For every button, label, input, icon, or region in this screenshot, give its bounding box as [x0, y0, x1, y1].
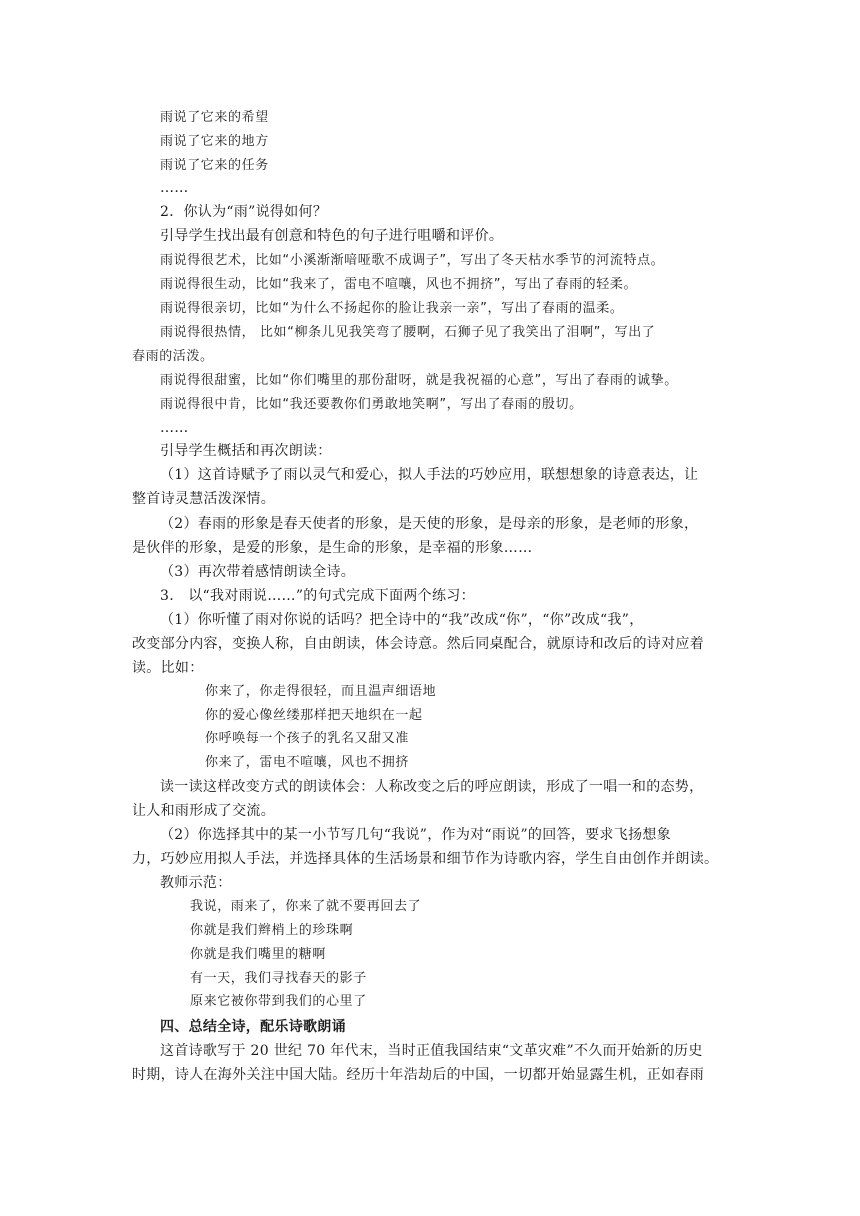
text-line: 你就是我们辫梢上的珍珠啊	[190, 923, 354, 938]
text-line: 让人和雨形成了交流。	[132, 803, 275, 819]
text-line: ……	[160, 420, 189, 436]
text-line: 你来了，雷电不喧嚷，风也不拥挤	[205, 755, 410, 770]
text-line: 雨说了它来的希望	[160, 110, 269, 125]
text-line: 有一天，我们寻找春天的影子	[190, 971, 367, 986]
text-line: 时期，诗人在海外关注中国大陆。经历十年浩劫后的中国，一切都开始显露生机，正如春雨	[132, 1067, 704, 1083]
text-line: 改变部分内容，变换人称，自由朗读，体会诗意。然后同桌配合，就原诗和改后的诗对应着	[132, 636, 704, 652]
text-line: 我说，雨来了，你来了就不要再回去了	[190, 899, 422, 914]
text-line: 力，巧妙应用拟人手法，并选择具体的生活场景和细节作为诗歌内容，学生自由创作并朗读。	[132, 851, 719, 867]
text-line: ……	[160, 180, 189, 196]
text-line: 整首诗灵慧活泼深情。	[132, 491, 275, 507]
text-line: 原来它被你带到我们的心里了	[190, 994, 367, 1009]
text-line: 读一读这样改变方式的朗读体会：人称改变之后的呼应朗读，形成了一唱一和的态势，	[160, 779, 704, 795]
text-line: 教师示范：	[160, 875, 232, 891]
text-line: 雨说得很中肯，比如“我还要教你们勇敢地笑啊”，写出了春雨的殷切。	[160, 397, 583, 412]
text-line: 你来了，你走得很轻，而且温声细语地	[205, 684, 437, 699]
text-line: 引导学生找出最有创意和特色的句子进行咀嚼和评价。	[160, 228, 504, 244]
text-line: 雨说得很甜蜜，比如“你们嘴里的那份甜呀，就是我祝福的心意”，写出了春雨的诚挚。	[160, 373, 678, 388]
text-line: 是伙伴的形象，是爱的形象，是生命的形象，是幸福的形象……	[132, 540, 533, 556]
section-heading: 四、总结全诗，配乐诗歌朗诵	[160, 1019, 346, 1035]
text-line: 你呼唤每一个孩子的乳名又甜又准	[205, 731, 410, 746]
text-line: 雨说了它来的任务	[160, 158, 269, 173]
text-line: 雨说得很亲切，比如“为什么不扬起你的脸让我亲一亲”，写出了春雨的温柔。	[160, 301, 624, 316]
text-line: （1）你听懂了雨对你说的话吗？把全诗中的“我”改成“你”，“你”改成“我”，	[160, 612, 644, 628]
text-line: （2）春雨的形象是春天使者的形象，是天使的形象，是母亲的形象，是老师的形象，	[160, 516, 699, 532]
text-line: 读。比如：	[132, 660, 204, 676]
text-line: 这首诗歌写于 20 世纪 70 年代末，当时正值我国结束“文革灾难”不久而开始新的历史	[160, 1043, 703, 1059]
text-line: 雨说了它来的地方	[160, 134, 269, 149]
text-line: 3. 以“我对雨说……”的句式完成下面两个练习：	[160, 588, 475, 604]
text-line: 雨说得很艺术，比如“小溪渐渐喑哑歌不成调子”，写出了冬天枯水季节的河流特点。	[160, 253, 665, 268]
text-line: （2）你选择其中的某一小节写几句“我说”，作为对“雨说”的回答，要求飞扬想象	[160, 827, 671, 843]
text-line: 雨说得很热情， 比如“柳条儿见我笑弯了腰啊，石狮子见了我笑出了泪啊”，写出了	[160, 325, 656, 340]
text-line: （3）再次带着感情朗读全诗。	[160, 564, 356, 580]
text-line: 引导学生概括和再次朗读：	[160, 443, 332, 459]
text-line: 春雨的活泼。	[132, 349, 214, 364]
text-line: 2．你认为“雨”说得如何？	[160, 204, 328, 220]
text-line: （1）这首诗赋予了雨以灵气和爱心，拟人手法的巧妙应用，联想想象的诗意表达，让	[160, 467, 699, 483]
text-line: 雨说得很生动，比如“我来了，雷电不喧嚷，风也不拥挤”，写出了春雨的轻柔。	[160, 277, 638, 292]
text-line: 你的爱心像丝缕那样把天地织在一起	[205, 708, 423, 723]
text-line: 你就是我们嘴里的糖啊	[190, 947, 327, 962]
